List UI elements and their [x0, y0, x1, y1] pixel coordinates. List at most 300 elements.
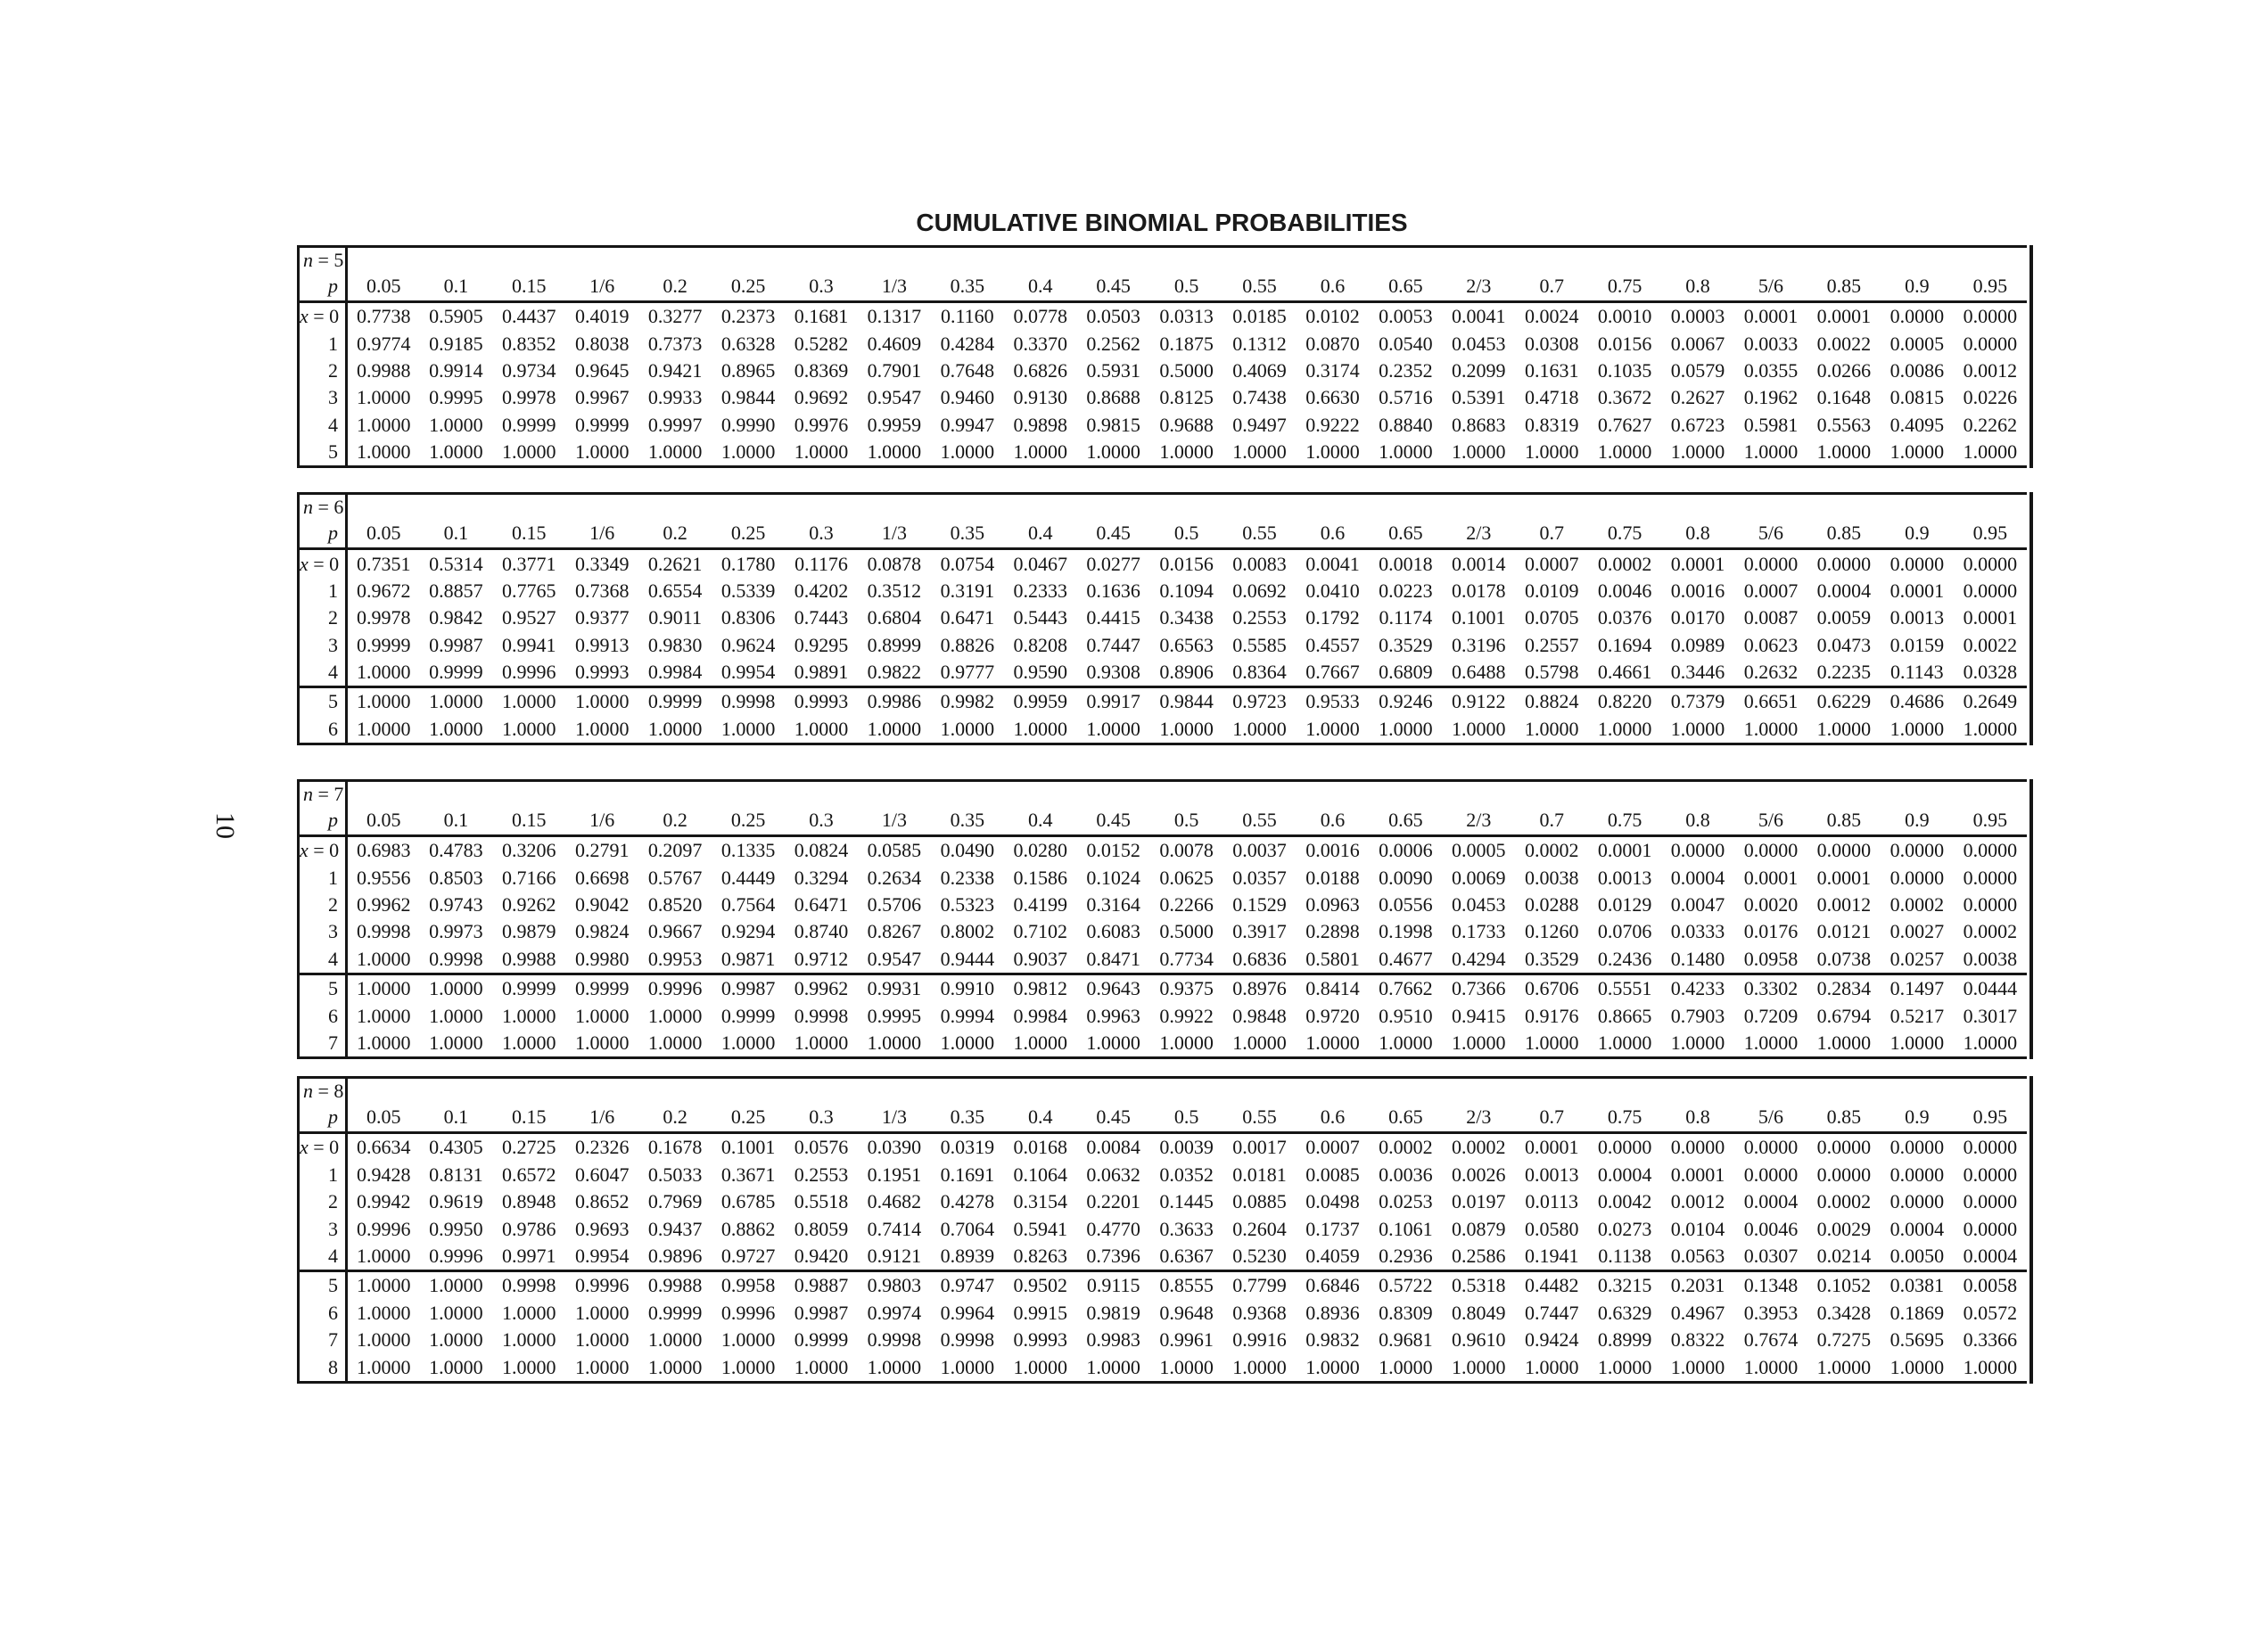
value-cell: 0.2436 [1597, 947, 1652, 970]
value-cell: 0.9999 [647, 1301, 703, 1324]
value-cell: 0.9497 [1232, 413, 1287, 436]
value-cell: 0.9999 [429, 661, 483, 684]
value-cell: 0.5339 [720, 579, 776, 602]
value-cell: 0.8999 [1597, 1328, 1652, 1352]
value-cell: 0.9444 [940, 947, 995, 970]
value-cell: 0.2201 [1086, 1190, 1140, 1213]
value-cell: 0.0005 [1889, 332, 1945, 355]
value-cell: 0.2326 [574, 1136, 630, 1159]
value-cell: 0.0029 [1816, 1217, 1872, 1240]
value-cell: 0.2898 [1305, 920, 1360, 943]
value-cell: 0.7275 [1816, 1328, 1872, 1352]
value-cell: 0.9993 [785, 687, 858, 716]
value-cell: 0.5230 [1232, 1244, 1287, 1267]
value-cell: 0.5706 [867, 893, 922, 916]
p-header-cell: 0.65 [1369, 272, 1442, 302]
value-cell: 0.0012 [1816, 893, 1872, 916]
p-header-cell: 0.5 [1150, 519, 1223, 549]
p-header-cell: 0.9 [1881, 1103, 1954, 1133]
value-cell: 0.8936 [1305, 1301, 1360, 1324]
value-cell: 0.0046 [1743, 1217, 1799, 1240]
value-cell: 1.0000 [356, 1244, 411, 1267]
value-cell: 1.0000 [429, 1031, 483, 1054]
value-cell: 0.5323 [940, 893, 995, 916]
value-cell: 0.9747 [931, 1271, 1004, 1300]
value-cell: 1.0000 [1597, 440, 1652, 464]
p-label: p [299, 806, 347, 836]
value-cell: 0.8208 [1013, 633, 1067, 656]
value-cell: 0.8309 [1379, 1301, 1433, 1324]
value-cell: 0.6630 [1305, 386, 1360, 409]
value-cell: 0.7734 [1159, 947, 1214, 970]
value-cell: 0.4718 [1524, 386, 1579, 409]
value-cell: 1.0000 [1232, 1355, 1287, 1378]
value-cell: 1.0000 [356, 717, 411, 740]
table-row [299, 384, 2028, 411]
row-label: 5 [299, 687, 347, 716]
p-header-cell: 0.2 [638, 1103, 712, 1133]
value-cell: 0.0000 [1963, 1136, 2018, 1159]
p-header-cell: 0.4 [1004, 519, 1077, 549]
value-cell: 0.9590 [1013, 661, 1067, 684]
value-cell: 0.9995 [867, 1004, 922, 1027]
value-cell: 0.0705 [1524, 606, 1579, 629]
value-cell: 0.9976 [794, 413, 849, 436]
value-cell: 0.0467 [1013, 552, 1067, 575]
value-cell: 0.0013 [1889, 606, 1945, 629]
value-cell: 0.0738 [1816, 947, 1872, 970]
value-cell: 1.0000 [356, 947, 411, 970]
table-right-border-rule [2029, 492, 2033, 745]
value-cell: 0.2791 [574, 839, 630, 862]
value-cell: 1.0000 [1086, 1355, 1140, 1378]
value-cell: 0.1586 [1013, 866, 1067, 889]
value-cell: 0.8683 [1452, 413, 1506, 436]
value-cell: 0.0113 [1525, 1190, 1579, 1213]
p-header-cell: 5/6 [1734, 272, 1807, 302]
value-cell: 0.9830 [647, 633, 703, 656]
value-cell: 0.9898 [1013, 413, 1067, 436]
value-cell: 0.7447 [1086, 633, 1140, 656]
value-cell: 0.0084 [1086, 1136, 1140, 1159]
value-cell: 0.0226 [1963, 386, 2018, 409]
value-cell: 1.0000 [1743, 717, 1799, 740]
value-cell: 0.0001 [1670, 552, 1725, 575]
value-cell: 0.6698 [574, 866, 630, 889]
header-spacer [347, 494, 2028, 520]
value-cell: 0.8322 [1670, 1328, 1725, 1352]
p-header-cell: 0.05 [347, 1103, 420, 1133]
p-header-cell: 0.95 [1954, 272, 2027, 302]
value-cell: 0.0352 [1159, 1163, 1214, 1186]
value-cell: 0.0002 [1816, 1190, 1872, 1213]
value-cell: 0.9973 [429, 920, 483, 943]
value-cell: 0.5318 [1442, 1271, 1515, 1300]
value-cell: 0.2235 [1816, 661, 1872, 684]
tables-container [297, 245, 2030, 1384]
value-cell: 0.2553 [1232, 606, 1287, 629]
binomial-table-n6 [297, 492, 2027, 745]
value-cell: 1.0000 [1159, 717, 1214, 740]
value-cell: 0.0069 [1452, 866, 1506, 889]
value-cell: 0.0357 [1232, 866, 1287, 889]
value-cell: 0.9963 [1086, 1004, 1140, 1027]
value-cell: 0.4278 [940, 1190, 995, 1213]
value-cell: 0.7667 [1305, 661, 1360, 684]
value-cell: 1.0000 [1597, 1031, 1652, 1054]
value-cell: 1.0000 [574, 1328, 630, 1352]
value-cell: 0.6083 [1086, 920, 1140, 943]
value-cell: 1.0000 [940, 440, 995, 464]
row-label: 1 [299, 578, 347, 604]
row-label: 4 [299, 659, 347, 687]
value-cell: 0.8131 [429, 1163, 483, 1186]
value-cell: 0.0580 [1524, 1217, 1579, 1240]
p-header-cell: 0.65 [1369, 806, 1442, 836]
p-header-cell: 0.7 [1515, 519, 1588, 549]
value-cell: 0.6809 [1379, 661, 1433, 684]
value-cell: 0.9996 [720, 1301, 776, 1324]
value-cell: 0.9996 [638, 974, 712, 1003]
value-cell: 0.5217 [1889, 1004, 1945, 1027]
p-header-cell: 0.05 [347, 519, 420, 549]
row-label: 4 [299, 946, 347, 974]
row-label: 2 [299, 892, 347, 918]
header-spacer [347, 781, 2028, 807]
p-header-cell: 0.15 [492, 519, 565, 549]
value-cell: 0.4019 [574, 305, 630, 328]
value-cell: 0.0000 [1889, 1163, 1945, 1186]
value-cell: 0.0036 [1379, 1163, 1433, 1186]
value-cell: 0.9294 [720, 920, 776, 943]
p-header-cell: 0.4 [1004, 272, 1077, 302]
row-label: x = 0 [299, 302, 347, 331]
value-cell: 1.0000 [1013, 440, 1067, 464]
value-cell: 0.0778 [1013, 305, 1067, 328]
row-label: 2 [299, 358, 347, 384]
p-header-cell: 0.85 [1807, 272, 1881, 302]
value-cell: 0.0000 [1743, 1136, 1799, 1159]
value-cell: 0.8263 [1013, 1244, 1067, 1267]
value-cell: 0.8220 [1588, 687, 1661, 716]
value-cell: 1.0000 [492, 687, 565, 716]
value-cell: 0.9953 [647, 947, 703, 970]
value-cell: 0.0004 [1963, 1244, 2018, 1267]
value-cell: 0.3215 [1588, 1271, 1661, 1300]
value-cell: 0.0121 [1816, 920, 1872, 943]
value-cell: 1.0000 [502, 1301, 556, 1324]
value-cell: 0.6836 [1232, 947, 1287, 970]
value-cell: 1.0000 [1889, 1031, 1945, 1054]
value-cell: 0.0156 [1597, 332, 1652, 355]
value-cell: 0.0047 [1670, 893, 1725, 916]
value-cell: 0.0000 [1889, 866, 1945, 889]
value-cell: 1.0000 [720, 1031, 776, 1054]
p-header-cell: 0.7 [1515, 272, 1588, 302]
value-cell: 0.7765 [502, 579, 556, 602]
value-cell: 1.0000 [1670, 1355, 1725, 1378]
value-cell: 0.9812 [1004, 974, 1077, 1003]
value-cell: 0.4284 [940, 332, 995, 355]
value-cell: 0.1631 [1524, 358, 1579, 382]
value-cell: 0.0000 [1963, 1217, 2018, 1240]
value-cell: 0.0197 [1452, 1190, 1506, 1213]
value-cell: 0.5798 [1524, 661, 1579, 684]
value-cell: 0.8862 [720, 1217, 776, 1240]
table-row [299, 716, 2028, 744]
value-cell: 0.1138 [1598, 1244, 1651, 1267]
p-header-cell: 0.8 [1661, 272, 1734, 302]
value-cell: 0.6554 [647, 579, 703, 602]
value-cell: 0.0004 [1816, 579, 1872, 602]
value-cell: 0.2266 [1159, 893, 1214, 916]
row-label: 1 [299, 330, 347, 357]
n-label: n = 8 [299, 1078, 347, 1104]
value-cell: 0.7627 [1597, 413, 1652, 436]
p-header-cell: 5/6 [1734, 519, 1807, 549]
value-cell: 1.0000 [1524, 1355, 1579, 1378]
value-cell: 0.3366 [1963, 1328, 2018, 1352]
value-cell: 0.9502 [1004, 1271, 1077, 1300]
value-cell: 0.9999 [502, 413, 556, 436]
value-cell: 1.0000 [356, 386, 411, 409]
value-cell: 1.0000 [1305, 440, 1360, 464]
value-cell: 0.9910 [931, 974, 1004, 1003]
value-cell: 0.0109 [1524, 579, 1579, 602]
value-cell: 0.4199 [1013, 893, 1067, 916]
table-n6 [297, 492, 2027, 745]
value-cell: 0.4661 [1597, 661, 1652, 684]
p-header-cell: 0.85 [1807, 806, 1881, 836]
value-cell: 0.5767 [647, 866, 703, 889]
value-cell: 0.8306 [720, 606, 776, 629]
table-row [299, 864, 2028, 891]
value-cell: 0.4482 [1515, 1271, 1588, 1300]
p-header-cell: 0.2 [638, 519, 712, 549]
value-cell: 0.9999 [574, 413, 630, 436]
value-cell: 0.0355 [1743, 358, 1799, 382]
p-header-cell: 0.85 [1807, 1103, 1881, 1133]
table-row [299, 632, 2028, 659]
value-cell: 0.2649 [1954, 687, 2027, 716]
value-cell: 0.9999 [492, 974, 565, 1003]
value-cell: 0.0001 [1816, 305, 1872, 328]
value-cell: 0.9967 [574, 386, 630, 409]
value-cell: 0.9786 [502, 1217, 556, 1240]
value-cell: 0.7209 [1743, 1004, 1799, 1027]
value-cell: 1.0000 [574, 440, 630, 464]
value-cell: 0.0085 [1305, 1163, 1360, 1186]
p-header-cell: 1/6 [565, 1103, 638, 1133]
value-cell: 0.9842 [429, 606, 483, 629]
table-row [299, 1162, 2028, 1188]
value-cell: 0.0313 [1159, 305, 1214, 328]
value-cell: 0.0453 [1452, 332, 1506, 355]
value-cell: 0.9998 [429, 947, 483, 970]
value-cell: 0.9915 [1013, 1301, 1067, 1324]
value-cell: 1.0000 [502, 1355, 556, 1378]
value-cell: 0.9547 [867, 386, 922, 409]
value-cell: 0.8038 [574, 332, 630, 355]
value-cell: 0.0102 [1305, 305, 1360, 328]
value-cell: 0.8002 [940, 920, 995, 943]
value-cell: 1.0000 [1816, 717, 1872, 740]
value-cell: 0.0041 [1452, 305, 1506, 328]
value-cell: 0.9917 [1077, 687, 1150, 716]
value-cell: 0.8352 [502, 332, 556, 355]
value-cell: 0.7379 [1661, 687, 1734, 716]
value-cell: 0.8826 [940, 633, 995, 656]
value-cell: 0.2621 [647, 552, 703, 575]
value-cell: 0.9980 [574, 947, 630, 970]
value-cell: 0.9983 [1086, 1328, 1140, 1352]
p-header-cell: 0.45 [1077, 272, 1150, 302]
value-cell: 0.4686 [1881, 687, 1954, 716]
value-cell: 1.0000 [429, 1004, 483, 1027]
value-cell: 0.1035 [1597, 358, 1652, 382]
p-header-cell: 0.2 [638, 272, 712, 302]
row-label: 5 [299, 974, 347, 1003]
value-cell: 0.9954 [720, 661, 776, 684]
value-cell: 0.1317 [867, 305, 922, 328]
table-row [299, 946, 2028, 974]
value-cell: 0.9844 [1150, 687, 1223, 716]
value-cell: 0.8364 [1232, 661, 1287, 684]
value-cell: 1.0000 [565, 687, 638, 716]
value-cell: 0.3302 [1734, 974, 1807, 1003]
value-cell: 0.9914 [429, 358, 483, 382]
value-cell: 0.1052 [1807, 1271, 1881, 1300]
table-n8 [297, 1076, 2027, 1384]
value-cell: 0.9959 [867, 413, 922, 436]
p-header-cell: 0.15 [492, 806, 565, 836]
value-cell: 1.0000 [1379, 1031, 1433, 1054]
value-cell: 1.0000 [347, 974, 420, 1003]
value-cell: 0.1497 [1881, 974, 1954, 1003]
value-cell: 1.0000 [1597, 717, 1652, 740]
value-cell: 0.0870 [1305, 332, 1360, 355]
value-cell: 0.0000 [1816, 552, 1872, 575]
value-cell: 0.0156 [1159, 552, 1214, 575]
value-cell: 0.0001 [1889, 579, 1945, 602]
value-cell: 0.0273 [1597, 1217, 1652, 1240]
value-cell: 0.0000 [1963, 305, 2018, 328]
value-cell: 0.5905 [429, 305, 483, 328]
value-cell: 0.9643 [1077, 974, 1150, 1003]
value-cell: 0.6634 [356, 1136, 411, 1159]
value-cell: 0.1001 [1452, 606, 1506, 629]
value-cell: 0.8740 [794, 920, 849, 943]
table-row [299, 1002, 2028, 1029]
value-cell: 0.9962 [356, 893, 411, 916]
value-cell: 0.9645 [574, 358, 630, 382]
value-cell: 1.0000 [1963, 1355, 2018, 1378]
value-cell: 0.0038 [1963, 947, 2018, 970]
value-cell: 0.4770 [1086, 1217, 1140, 1240]
value-cell: 0.7166 [502, 866, 556, 889]
value-cell: 0.9986 [858, 687, 931, 716]
p-header-cell: 0.45 [1077, 519, 1150, 549]
value-cell: 0.0042 [1597, 1190, 1652, 1213]
value-cell: 1.0000 [1816, 1031, 1872, 1054]
value-cell: 0.0178 [1452, 579, 1506, 602]
value-cell: 0.0000 [1743, 1163, 1799, 1186]
value-cell: 0.1024 [1086, 866, 1140, 889]
value-cell: 0.9988 [638, 1271, 712, 1300]
value-cell: 0.7438 [1232, 386, 1287, 409]
value-cell: 0.0181 [1232, 1163, 1287, 1186]
value-cell: 0.5033 [647, 1163, 703, 1186]
value-cell: 0.0016 [1670, 579, 1725, 602]
row-label: x = 0 [299, 836, 347, 865]
value-cell: 0.4449 [720, 866, 776, 889]
value-cell: 0.0003 [1670, 305, 1725, 328]
value-cell: 1.0000 [356, 1355, 411, 1378]
table-row [299, 1271, 2028, 1300]
value-cell: 1.0000 [1013, 1031, 1067, 1054]
value-cell: 0.6563 [1159, 633, 1214, 656]
value-cell: 1.0000 [1452, 1355, 1506, 1378]
value-cell: 1.0000 [1305, 1031, 1360, 1054]
value-cell: 0.3191 [940, 579, 995, 602]
value-cell: 0.8503 [429, 866, 483, 889]
row-label: 3 [299, 384, 347, 411]
p-header-cell: 0.7 [1515, 1103, 1588, 1133]
value-cell: 0.0086 [1889, 358, 1945, 382]
value-cell: 0.4677 [1379, 947, 1433, 970]
value-cell: 0.9987 [794, 1301, 849, 1324]
value-cell: 0.0328 [1963, 661, 2018, 684]
value-cell: 0.1529 [1232, 893, 1287, 916]
p-header-cell: 0.4 [1004, 1103, 1077, 1133]
value-cell: 1.0000 [1743, 440, 1799, 464]
binomial-table-n5 [297, 245, 2027, 468]
p-header-cell: 0.25 [712, 272, 785, 302]
value-cell: 1.0000 [347, 687, 420, 716]
value-cell: 0.9987 [429, 633, 483, 656]
p-header-cell: 0.35 [931, 1103, 1004, 1133]
value-cell: 0.0000 [1670, 1136, 1725, 1159]
value-cell: 0.3917 [1232, 920, 1287, 943]
value-cell: 0.9832 [1305, 1328, 1360, 1352]
p-header-cell: 0.6 [1296, 1103, 1369, 1133]
n-label: n = 5 [299, 247, 347, 273]
value-cell: 0.9947 [940, 413, 995, 436]
value-cell: 0.5391 [1452, 386, 1506, 409]
value-cell: 0.0010 [1597, 305, 1652, 328]
p-header-cell: 0.3 [785, 1103, 858, 1133]
value-cell: 0.9916 [1232, 1328, 1287, 1352]
value-cell: 0.9688 [1159, 413, 1214, 436]
row-label: 3 [299, 918, 347, 945]
value-cell: 0.2553 [794, 1163, 849, 1186]
value-cell: 0.9556 [356, 866, 411, 889]
value-cell: 0.6471 [794, 893, 849, 916]
value-cell: 0.5000 [1159, 920, 1214, 943]
value-cell: 0.2725 [502, 1136, 556, 1159]
value-cell: 1.0000 [1963, 440, 2018, 464]
value-cell: 0.9693 [574, 1217, 630, 1240]
value-cell: 0.9375 [1150, 974, 1223, 1003]
page-title: CUMULATIVE BINOMIAL PROBABILITIES [916, 209, 1408, 236]
value-cell: 0.0885 [1232, 1190, 1287, 1213]
value-cell: 0.0410 [1305, 579, 1360, 602]
value-cell: 0.1480 [1670, 947, 1725, 970]
p-header-cell: 0.45 [1077, 1103, 1150, 1133]
value-cell: 0.6471 [940, 606, 995, 629]
p-header-cell: 1/6 [565, 519, 638, 549]
value-cell: 1.0000 [1889, 717, 1945, 740]
